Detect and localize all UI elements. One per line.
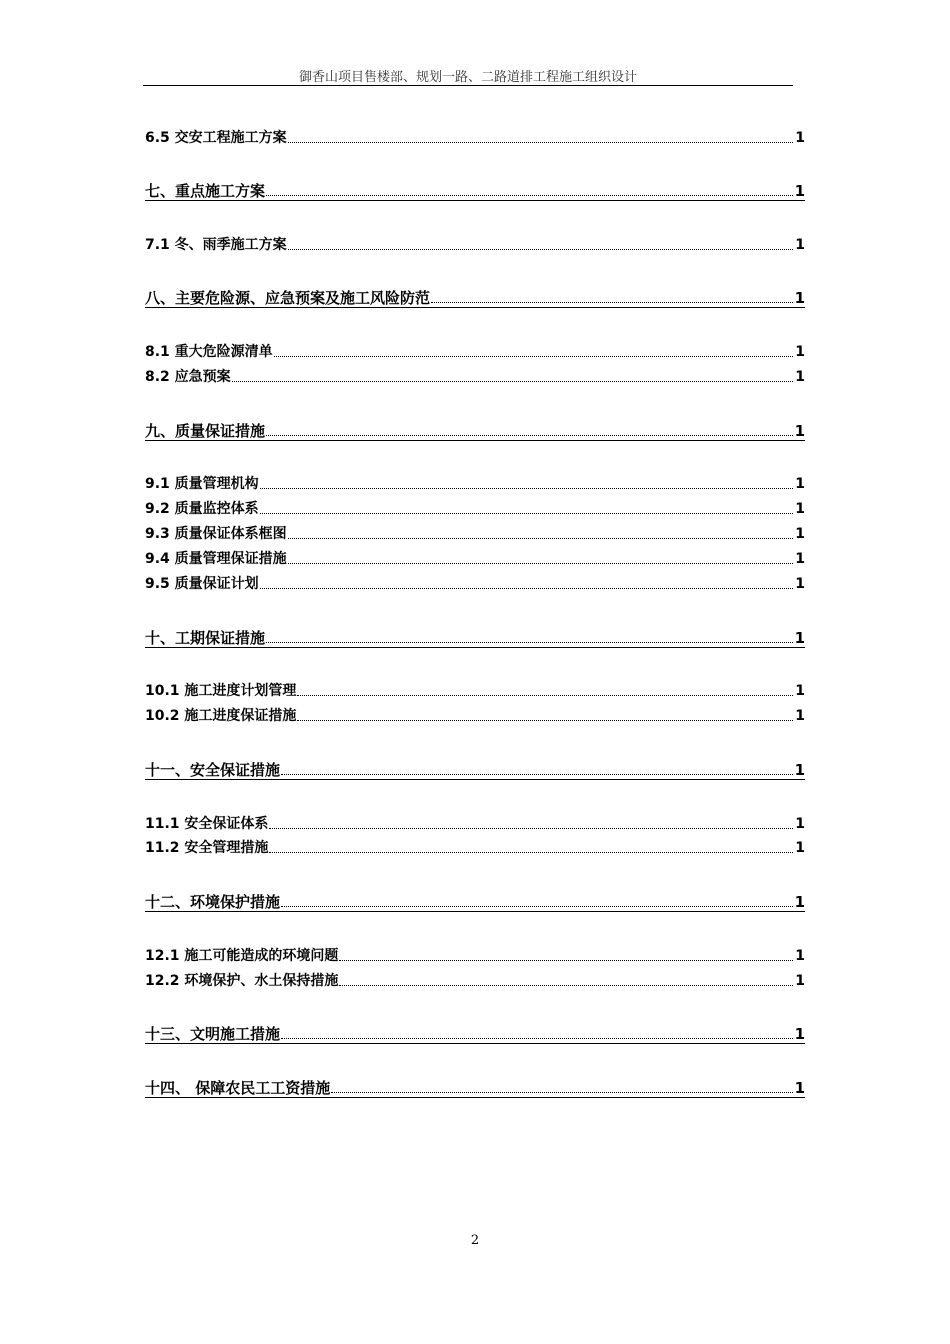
toc-leader-dots xyxy=(288,562,794,564)
toc-entry[interactable] xyxy=(145,234,805,254)
toc-leader-dots xyxy=(281,1037,793,1039)
toc-leader-dots xyxy=(266,434,793,436)
toc-leader-dots xyxy=(281,905,793,907)
toc-leader-dots xyxy=(288,141,794,143)
toc-entry-title: 8.2 应急预案 xyxy=(145,369,231,385)
toc-entry[interactable] xyxy=(145,523,805,543)
toc-leader-dots xyxy=(281,773,793,775)
toc-leader-dots xyxy=(269,851,793,853)
toc-entry-title: 九、质量保证措施 xyxy=(145,422,266,440)
toc-entry-page: 1 xyxy=(794,1079,805,1097)
toc-entry-title: 七、重点施工方案 xyxy=(145,182,266,200)
toc-entry-page: 1 xyxy=(794,893,805,911)
toc-entry[interactable] xyxy=(145,287,805,307)
toc-entry[interactable] xyxy=(145,573,805,593)
toc-entry-title: 11.1 安全保证体系 xyxy=(145,816,269,832)
toc-entry-page: 1 xyxy=(795,476,805,492)
toc-entry-title: 10.2 施工进度保证措施 xyxy=(145,708,297,724)
toc-entry[interactable] xyxy=(145,366,805,386)
toc-entry[interactable] xyxy=(145,759,805,779)
toc-entry-page: 1 xyxy=(795,344,805,360)
toc-leader-dots xyxy=(274,355,794,357)
toc-entry-title: 12.2 环境保护、水土保持措施 xyxy=(145,973,339,989)
toc-entry-title: 9.5 质量保证计划 xyxy=(145,576,259,592)
toc-entry[interactable] xyxy=(145,945,805,965)
toc-leader-dots xyxy=(260,512,794,514)
toc-entry[interactable] xyxy=(145,420,805,440)
toc-leader-dots xyxy=(339,959,793,961)
toc-entry-title: 11.2 安全管理措施 xyxy=(145,840,269,856)
toc-entry[interactable] xyxy=(145,548,805,568)
toc-leader-dots xyxy=(297,719,793,721)
toc-leader-dots xyxy=(339,984,793,986)
toc-entry[interactable] xyxy=(145,837,805,857)
toc-entry[interactable] xyxy=(145,127,805,147)
toc-entry[interactable] xyxy=(145,180,805,200)
toc-entry[interactable] xyxy=(145,341,805,361)
toc-entry-page: 1 xyxy=(795,551,805,567)
toc-leader-dots xyxy=(331,1091,792,1093)
toc-entry-title: 9.2 质量监控体系 xyxy=(145,501,259,517)
toc-entry-page: 1 xyxy=(795,816,805,832)
toc-entry-page: 1 xyxy=(795,237,805,253)
toc-entry[interactable] xyxy=(145,680,805,700)
toc-entry-title: 7.1 冬、雨季施工方案 xyxy=(145,237,287,253)
page-number: 2 xyxy=(470,1233,480,1248)
toc-entry-page: 1 xyxy=(794,289,805,307)
toc-entry-title: 12.1 施工可能造成的环境问题 xyxy=(145,948,339,964)
toc-entry-page: 1 xyxy=(795,708,805,724)
toc-leader-dots xyxy=(260,487,794,489)
toc-entry-page: 1 xyxy=(795,948,805,964)
toc-entry-page: 1 xyxy=(795,973,805,989)
toc-entry-page: 1 xyxy=(795,576,805,592)
toc-entry-title: 9.1 质量管理机构 xyxy=(145,476,259,492)
toc-leader-dots xyxy=(269,827,793,829)
toc-entry-title: 6.5 交安工程施工方案 xyxy=(145,130,287,146)
toc-leader-dots xyxy=(431,301,793,303)
toc-entry-page: 1 xyxy=(795,369,805,385)
toc-entry[interactable] xyxy=(145,627,805,647)
toc-entry-title: 9.3 质量保证体系框图 xyxy=(145,526,287,542)
toc-entry-title: 十三、文明施工措施 xyxy=(145,1025,281,1043)
toc-entry[interactable] xyxy=(145,891,805,911)
toc-entry-page: 1 xyxy=(795,526,805,542)
toc-entry-page: 1 xyxy=(794,761,805,779)
toc-leader-dots xyxy=(232,380,794,382)
toc-entry[interactable] xyxy=(145,813,805,833)
toc-entry[interactable] xyxy=(145,1023,805,1043)
toc-entry-title: 9.4 质量管理保证措施 xyxy=(145,551,287,567)
toc-entry-title: 8.1 重大危险源清单 xyxy=(145,344,273,360)
toc-leader-dots xyxy=(260,587,794,589)
toc-entry-page: 1 xyxy=(794,422,805,440)
toc-entry[interactable] xyxy=(145,1077,805,1097)
toc-entry-title: 十一、安全保证措施 xyxy=(145,761,281,779)
toc-entry[interactable] xyxy=(145,705,805,725)
toc-entry-title: 10.1 施工进度计划管理 xyxy=(145,683,297,699)
toc-entry-page: 1 xyxy=(795,130,805,146)
toc-entry[interactable] xyxy=(145,970,805,990)
toc-entry-page: 1 xyxy=(794,1025,805,1043)
page-header-title: 御香山项目售楼部、规划一路、二路道排工程施工组织设计 xyxy=(298,70,637,85)
toc-entry-page: 1 xyxy=(794,629,805,647)
toc-entry-page: 1 xyxy=(795,683,805,699)
toc-entry-page: 1 xyxy=(794,182,805,200)
toc-entry-title: 十二、环境保护措施 xyxy=(145,893,281,911)
toc-entry[interactable] xyxy=(145,498,805,518)
toc-leader-dots xyxy=(266,194,793,196)
toc-leader-dots xyxy=(288,537,794,539)
toc-entry[interactable] xyxy=(145,473,805,493)
toc-leader-dots xyxy=(297,694,793,696)
toc-leader-dots xyxy=(288,248,794,250)
toc-entry-title: 十四、 保障农民工工资措施 xyxy=(145,1079,331,1097)
toc-entry-title: 十、工期保证措施 xyxy=(145,629,266,647)
toc-entry-page: 1 xyxy=(795,501,805,517)
toc-entry-page: 1 xyxy=(795,840,805,856)
toc-leader-dots xyxy=(266,641,793,643)
header-divider xyxy=(143,85,793,86)
toc-entry-title: 八、主要危险源、应急预案及施工风险防范 xyxy=(145,289,431,307)
